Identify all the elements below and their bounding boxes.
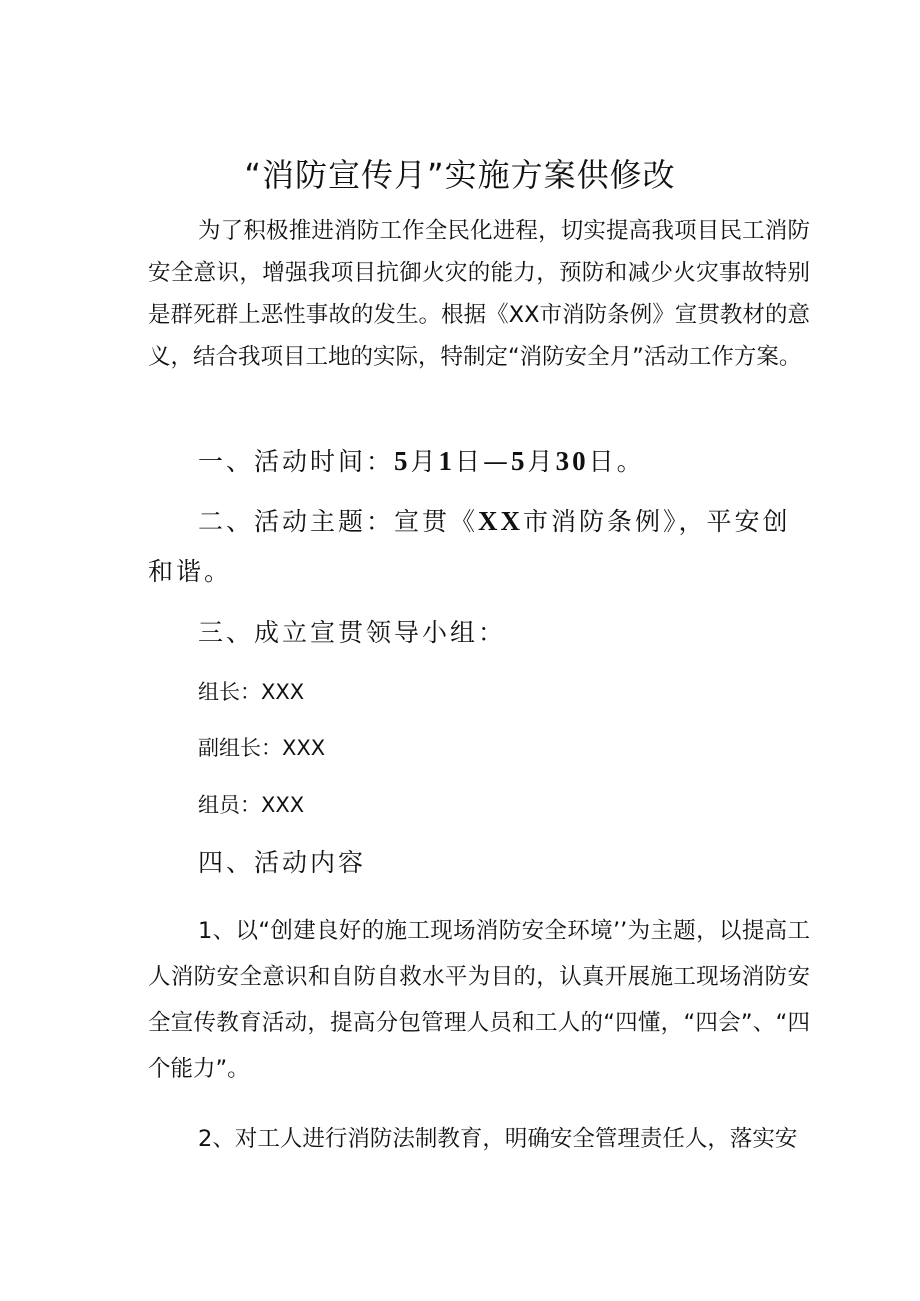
- document-title: “消防宣传月”实施方案供修改: [244, 156, 676, 194]
- section-activity-theme: [148, 496, 810, 597]
- start-month: 5: [394, 446, 411, 476]
- date-range-separator: 日—: [455, 447, 512, 476]
- start-day: 1: [438, 446, 456, 476]
- city-placeholder: XX: [478, 506, 524, 536]
- end-month: 5: [511, 446, 528, 476]
- activity-item-1: 1、以“创建良好的施工现场消防安全环境’’为主题，以提高工人消防安全意识和自防自救水平为目的，认真开展施工现场消防安全宣传教育活动，提高分包管理人员和工人的“四懂，“四会”、“四个能力”。: [148, 918, 810, 1082]
- activity-item-2: 2、对工人进行消防法制教育，明确安全管理责任人，落实安: [198, 1126, 798, 1152]
- section-leadership-group: 三、成立宣贯领导小组：: [198, 618, 507, 647]
- month-char-1: 月: [410, 447, 439, 476]
- member-deputy-leader: 副组长：XXX: [198, 736, 326, 760]
- month-char-2: 月: [527, 447, 556, 476]
- date-suffix: 日。: [588, 447, 645, 476]
- section-activity-content: 四、活动内容: [198, 848, 367, 877]
- section-activity-time-label: 一、活动时间：: [198, 447, 395, 476]
- section-activity-theme-text: 市消防条例》，平安创和谐。: [148, 507, 791, 586]
- end-day: 30: [555, 446, 589, 476]
- section-activity-theme-label: 二、活动主题：宣贯《: [198, 507, 479, 536]
- section-activity-time: [148, 436, 810, 487]
- member-leader: 组长：XXX: [198, 680, 305, 704]
- member-members: 组员：XXX: [198, 793, 305, 817]
- intro-paragraph: 为了积极推进消防工作全民化进程，切实提高我项目民工消防安全意识，增强我项目抗御火灾的能力，预防和减少火灾事故特别是群死群上恶性事故的发生。根据《XX市消防条例》宣贯教材的意义，结合我项目工地的实际，特制定“消防安全月”活动工作方案。: [148, 218, 810, 370]
